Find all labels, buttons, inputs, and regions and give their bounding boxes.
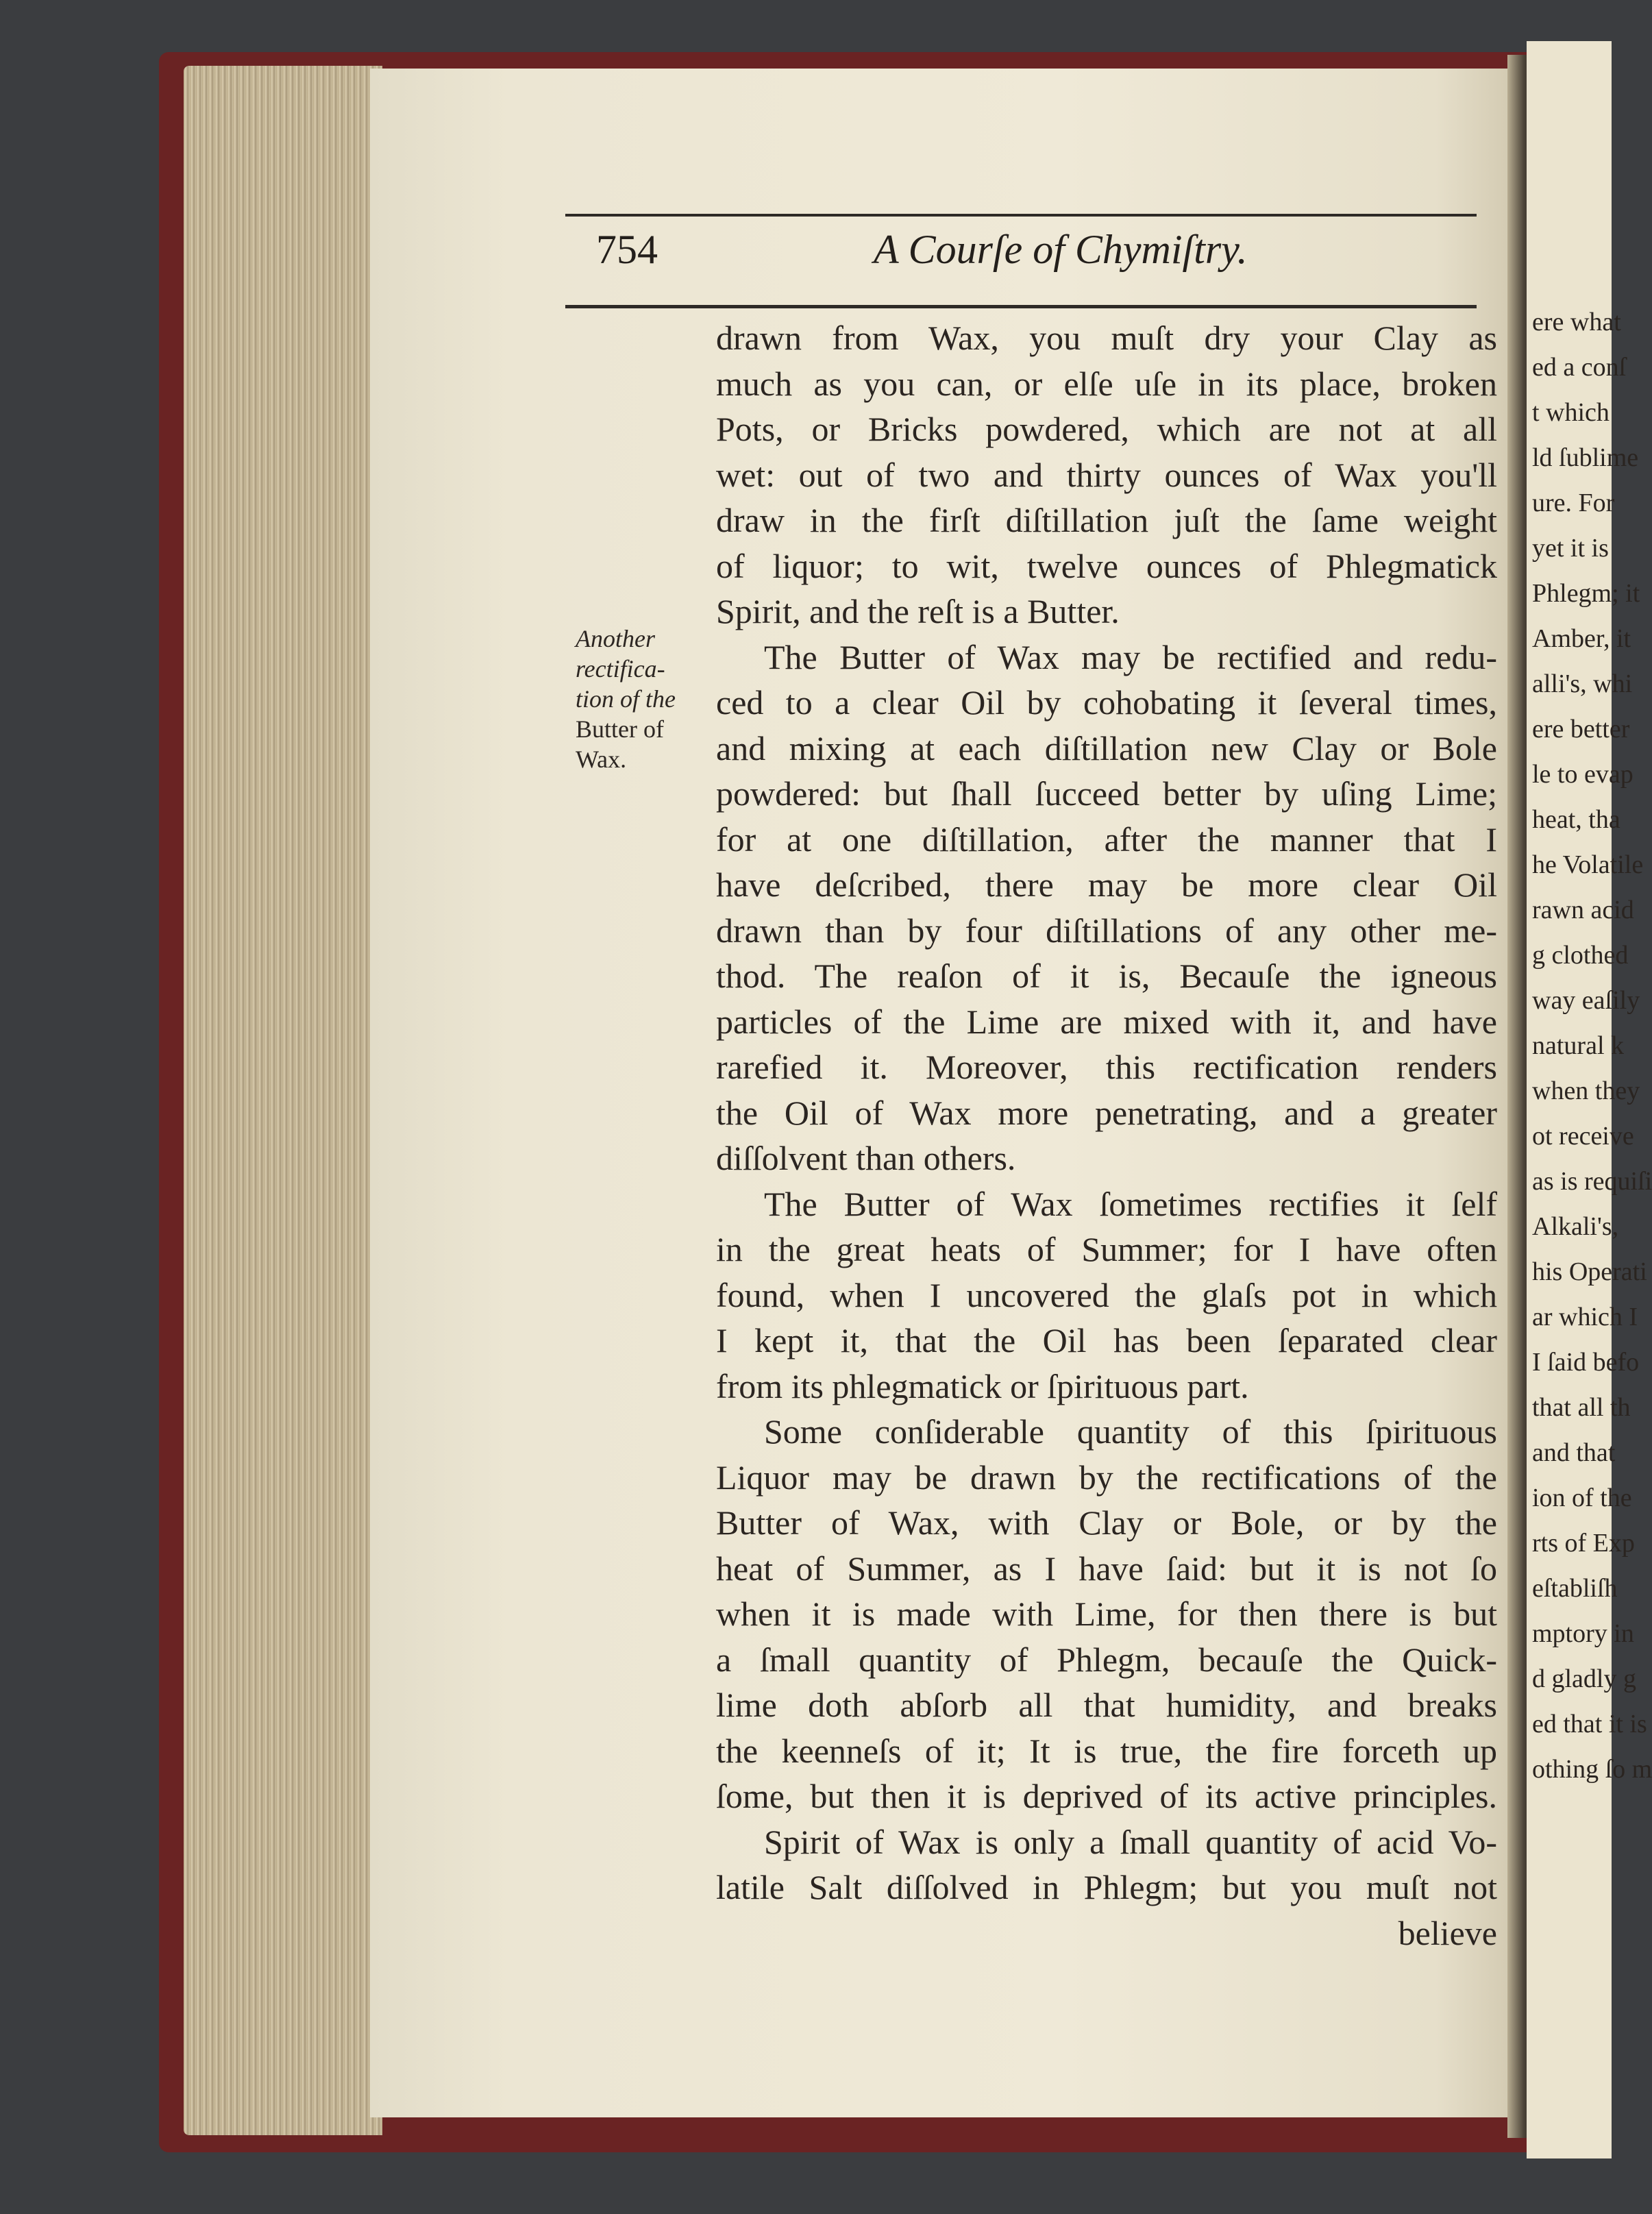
body-text — [716, 315, 1497, 1956]
facing-page-line: as is requiſi — [1532, 1167, 1652, 1196]
facing-page-line: when they — [1532, 1077, 1640, 1105]
text-line: draw in the firſt diſtillation juſt the ſame weight — [716, 501, 1497, 539]
facing-page-line: ar which I — [1532, 1303, 1638, 1331]
facing-page-line: eſtabliſh — [1532, 1574, 1618, 1603]
facing-page-line: ere better — [1532, 715, 1630, 743]
facing-page-line: heat, tha — [1532, 805, 1620, 834]
facing-page-line: ure. For — [1532, 489, 1615, 517]
page-number: 754 — [596, 227, 658, 272]
text-line: when it is made with Lime, for then there is but — [716, 1595, 1497, 1633]
header-rule-bottom — [565, 305, 1477, 308]
margin-note-line: rectifica- — [576, 655, 665, 682]
facing-page-line: yet it is — [1532, 534, 1609, 563]
text-line: from its phlegmatick or ſpirituous part. — [716, 1366, 1249, 1405]
facing-page-line: rawn acid — [1532, 896, 1634, 924]
facing-page-line: ion of the — [1532, 1484, 1632, 1512]
text-line: Some conſiderable quantity of this ſpirituous — [764, 1412, 1497, 1451]
margin-note-line: Another — [576, 625, 655, 652]
facing-page-line: le to evap — [1532, 760, 1633, 789]
text-line: wet: out of two and thirty ounces of Wax you'll — [716, 455, 1497, 494]
text-line: of liquor; to wit, twelve ounces of Phlegmatick — [716, 546, 1497, 585]
text-line: rarefied it. Moreover, this rectification renders — [716, 1048, 1497, 1086]
text-line: the keenneſs of it; It is true, the fire forceth up — [716, 1731, 1497, 1770]
header-rule-top — [565, 214, 1477, 217]
facing-page-line: he Volatile — [1532, 850, 1644, 879]
text-line: Pots, or Bricks powdered, which are not at all — [716, 410, 1497, 448]
text-line: thod. The reaſon of it is, Becauſe the igneous — [716, 957, 1497, 995]
facing-page-line: rts of Exp — [1532, 1529, 1635, 1558]
text-line: ced to a clear Oil by cohobating it ſeveral times, — [716, 683, 1497, 722]
facing-page-line: way eaſily — [1532, 986, 1640, 1015]
margin-note — [576, 624, 719, 774]
facing-page-line: Alkali's, — [1532, 1212, 1619, 1241]
facing-page-line: t which — [1532, 398, 1610, 427]
text-line: Spirit of Wax is only a ſmall quantity of acid Vo- — [764, 1822, 1497, 1861]
facing-page-line: ed a conſ — [1532, 353, 1627, 382]
margin-note-line: Butter of — [576, 715, 664, 743]
facing-page-line: mptory in — [1532, 1619, 1634, 1648]
facing-page-line: and that — [1532, 1438, 1616, 1467]
text-line: ſome, but then it is deprived of its active principles. — [716, 1777, 1497, 1815]
facing-page-line: ere what — [1532, 308, 1621, 336]
text-line: heat of Summer, as I have ſaid: but it is not ſo — [716, 1549, 1497, 1588]
facing-page-line: Amber, it — [1532, 624, 1631, 653]
running-head: A Courſe of Chymiſtry. — [874, 227, 1248, 272]
text-line: Spirit, and the reſt is a Butter. — [716, 592, 1120, 630]
facing-page-line: Phlegm; it — [1532, 579, 1640, 608]
facing-page-line: natural k — [1532, 1031, 1625, 1060]
facing-page-line: ed that it is — [1532, 1710, 1647, 1738]
text-line: found, when I uncovered the glaſs pot in which — [716, 1275, 1497, 1314]
text-line: a ſmall quantity of Phlegm, becauſe the Quick- — [716, 1640, 1497, 1679]
facing-page-line: I ſaid befo — [1532, 1348, 1640, 1377]
text-line: The Butter of Wax ſometimes rectifies it ſelf — [764, 1184, 1497, 1223]
facing-page-line: ot receive — [1532, 1122, 1634, 1151]
text-line: powdered: but ſhall ſucceed better by uſing Lime; — [716, 774, 1497, 813]
text-line: drawn than by four diſtillations of any other me- — [716, 911, 1497, 950]
text-line: in the great heats of Summer; for I have often — [716, 1230, 1497, 1268]
text-line: for at one diſtillation, after the manner that I — [716, 820, 1497, 859]
text-line: Butter of Wax, with Clay or Bole, or by the — [716, 1503, 1497, 1542]
margin-note-line: Wax. — [576, 746, 627, 773]
facing-page-line: ld ſublime — [1532, 443, 1639, 472]
facing-page-line: his Operati — [1532, 1257, 1647, 1286]
facing-page-line: alli's, whi — [1532, 669, 1633, 698]
text-line: I kept it, that the Oil has been ſeparated clear — [716, 1321, 1497, 1360]
facing-page-line: g clothed — [1532, 941, 1629, 970]
facing-page-line: that all th — [1532, 1393, 1631, 1422]
text-line: lime doth abſorb all that humidity, and breaks — [716, 1686, 1497, 1724]
text-line: Liquor may be drawn by the rectifications of the — [716, 1457, 1497, 1497]
text-line: drawn from Wax, you muſt dry your Clay as — [716, 319, 1497, 357]
text-line: latile Salt diſſolved in Phlegm; but you muſt not — [716, 1868, 1497, 1906]
text-line: much as you can, or elſe uſe in its place, broken — [716, 364, 1497, 403]
text-line: particles of the Lime are mixed with it, and have — [716, 1002, 1497, 1041]
text-line: have deſcribed, there may be more clear Oil — [716, 865, 1497, 904]
page-edges — [184, 66, 382, 2135]
text-line: and mixing at each diſtillation new Clay or Bole — [716, 728, 1497, 767]
text-line: the Oil of Wax more penetrating, and a greater — [716, 1093, 1497, 1132]
facing-page-line: d gladly g — [1532, 1664, 1636, 1693]
facing-page-line: othing ſo m — [1532, 1755, 1652, 1784]
text-line: The Butter of Wax may be rectified and redu- — [764, 637, 1497, 676]
text-line: diſſolvent than others. — [716, 1139, 1016, 1177]
margin-note-line: tion of the — [576, 685, 676, 713]
catchword: believe — [1398, 1913, 1497, 1952]
